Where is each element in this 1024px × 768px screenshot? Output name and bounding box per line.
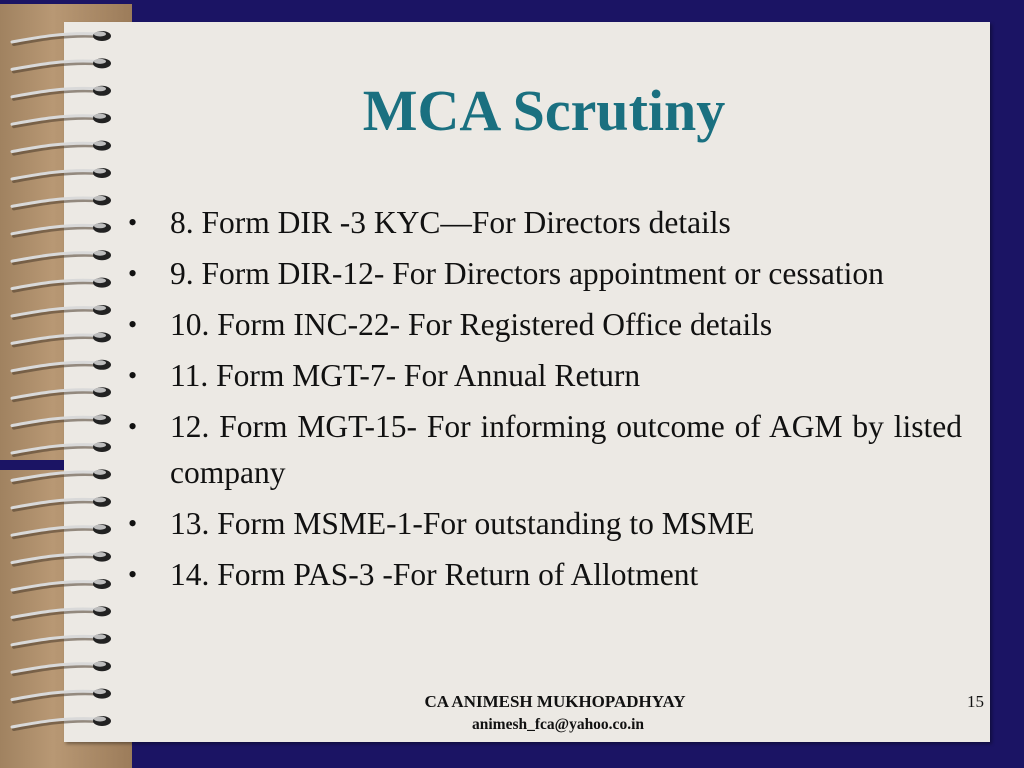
bullet-item: • 13. Form MSME-1-For outstanding to MSME (170, 501, 962, 547)
spiral-ring (12, 415, 111, 428)
spiral-ring (12, 579, 111, 592)
bullet-item: • 10. Form INC-22- For Registered Office details (170, 302, 962, 348)
spiral-ring (12, 305, 111, 318)
page-number: 15 (967, 692, 984, 711)
spiral-ring (12, 689, 111, 702)
spiral-ring (12, 552, 111, 565)
spiral-ring (12, 716, 111, 729)
footer-author: CA ANIMESH MUKHOPADHYAY (424, 692, 686, 711)
spiral-ring (12, 31, 111, 44)
spiral-ring (12, 524, 111, 537)
spiral-ring (12, 442, 111, 455)
bullet-item: • 11. Form MGT-7- For Annual Return (170, 353, 962, 399)
bullet-list (170, 200, 962, 603)
spiral-ring (12, 606, 111, 619)
spiral-ring (12, 469, 111, 482)
spiral-ring (12, 223, 111, 236)
spiral-ring (12, 168, 111, 181)
spiral-ring (12, 497, 111, 510)
bullet-item: • 8. Form DIR -3 KYC—For Directors details (170, 200, 962, 246)
spiral-ring (12, 332, 111, 345)
bullet-item: • 9. Form DIR-12- For Directors appointment or cessation (170, 251, 962, 297)
bullet-item: • 12. Form MGT-15- For informing outcome of AGM by listed company (170, 404, 962, 496)
spiral-ring (12, 634, 111, 647)
slide-title: MCA Scrutiny (362, 78, 726, 143)
spiral-ring (12, 250, 111, 263)
spiral-ring (12, 387, 111, 400)
spiral-ring (12, 661, 111, 674)
spiral-ring (12, 58, 111, 71)
spiral-ring (12, 195, 111, 208)
footer-email: animesh_fca@yahoo.co.in (471, 716, 644, 733)
spiral-ring (12, 278, 111, 291)
footer (300, 690, 810, 736)
bullet-item: • 14. Form PAS-3 -For Return of Allotment (170, 552, 962, 598)
spiral-ring (12, 360, 111, 373)
